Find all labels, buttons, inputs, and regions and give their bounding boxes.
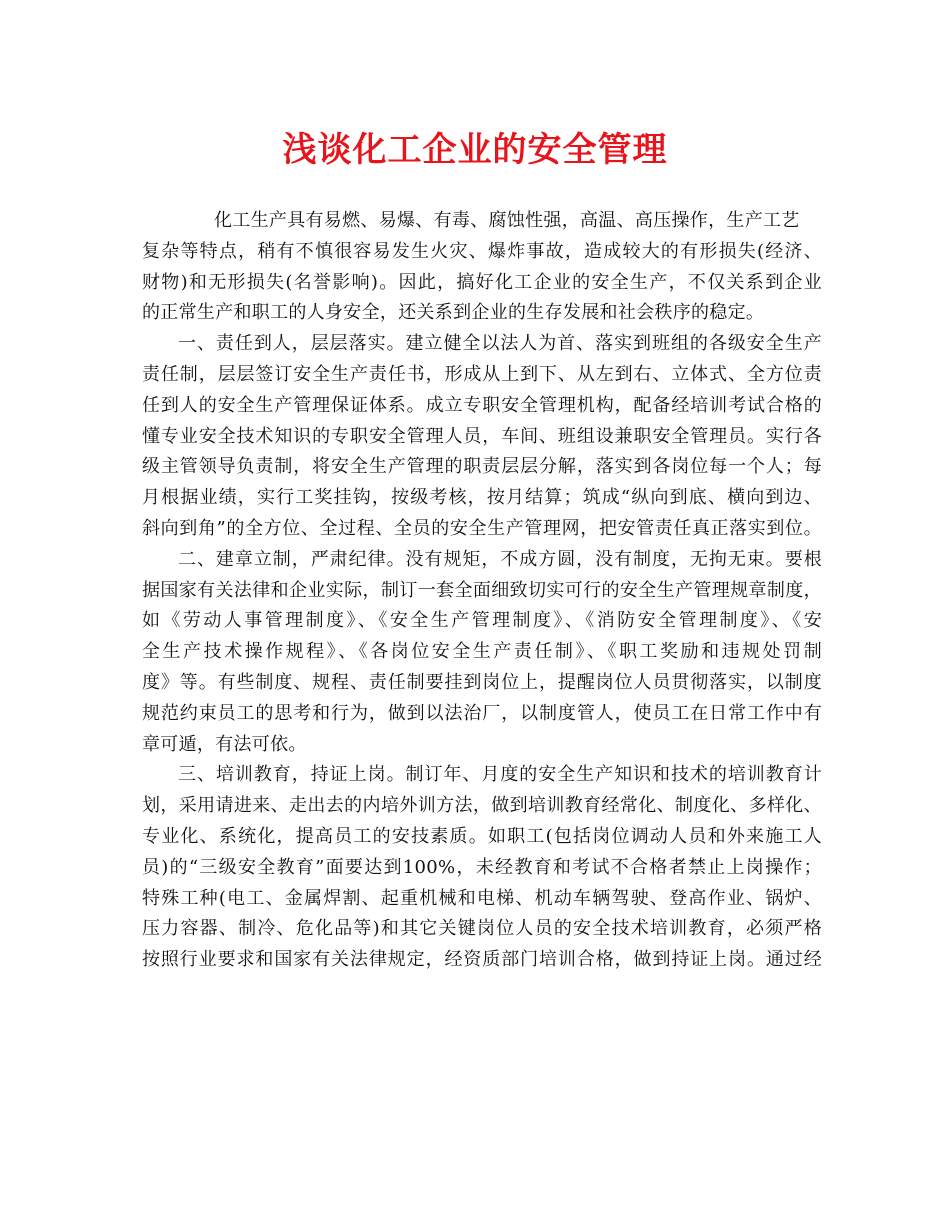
text-line: 据国家有关法律和企业实际，制订一套全面细致切实可行的安全生产管理规章制度，	[142, 579, 822, 601]
text-line: 化工生产具有易燃、易爆、有毒、腐蚀性强，高温、高压操作，生产工艺	[214, 210, 800, 231]
text-line: 任到人的安全生产管理保证体系。成立专职安全管理机构，配备经培训考试合格的	[142, 394, 822, 416]
text-line: 财物)和无形损失(名誉影响)。因此，搞好化工企业的安全生产，不仅关系到企业	[142, 271, 822, 293]
text-line: 复杂等特点，稍有不慎很容易发生火灾、爆炸事故，造成较大的有形损失(经济、	[142, 240, 822, 262]
text-line: 一、责任到人，层层落实。建立健全以法人为首、落实到班组的各级安全生产	[178, 333, 822, 355]
document-body	[142, 206, 822, 976]
text-line: 二、建章立制，严肃纪律。没有规矩，不成方圆，没有制度，无拘无束。要根	[178, 548, 822, 570]
text-line: 级主管领导负责制，将安全生产管理的职责层层分解，落实到各岗位每一个人；每	[142, 456, 822, 478]
text-line: 专业化、系统化，提高员工的安技素质。如职工(包括岗位调动人员和外来施工人	[142, 825, 822, 847]
text-line: 特殊工种(电工、金属焊割、起重机械和电梯、机动车辆驾驶、登高作业、锅炉、	[142, 887, 822, 909]
text-line: 章可遁，有法可依。	[142, 733, 307, 755]
text-line: 的正常生产和职工的人身安全，还关系到企业的生存发展和社会秩序的稳定。	[142, 302, 765, 324]
text-line: 员)的“三级安全教育”面要达到100%，未经教育和考试不合格者禁止上岗操作；	[142, 856, 822, 878]
text-line: 三、培训教育，持证上岗。制订年、月度的安全生产知识和技术的培训教育计	[178, 764, 822, 786]
text-line: 划，采用请进来、走出去的内培外训方法，做到培训教育经常化、制度化、多样化、	[142, 795, 822, 817]
text-line: 规范约束员工的思考和行为，做到以法治厂，以制度管人，使员工在日常工作中有	[142, 702, 822, 724]
text-line: 斜向到角”的全方位、全过程、全员的安全生产管理网，把安管责任真正落实到位。	[142, 517, 822, 539]
text-line: 按照行业要求和国家有关法律规定，经资质部门培训合格，做到持证上岗。通过经	[142, 949, 822, 971]
text-line: 全生产技术操作规程》、《各岗位安全生产责任制》、《职工奖励和违规处罚制	[142, 641, 822, 663]
text-line: 月根据业绩，实行工奖挂钩，按级考核，按月结算；筑成“纵向到底、横向到边、	[142, 487, 822, 509]
text-line: 压力容器、制冷、危化品等)和其它关键岗位人员的安全技术培训教育，必须严格	[142, 918, 822, 940]
text-line: 懂专业安全技术知识的专职安全管理人员，车间、班组设兼职安全管理员。实行各	[142, 425, 822, 447]
text-line: 责任制，层层签订安全生产责任书，形成从上到下、从左到右、立体式、全方位责	[142, 363, 822, 385]
text-line: 度》等。有些制度、规程、责任制要挂到岗位上，提醒岗位人员贯彻落实，以制度	[142, 671, 822, 693]
text-line: 如《劳动人事管理制度》、《安全生产管理制度》、《消防安全管理制度》、《安	[142, 610, 822, 632]
document-title: 浅谈化工企业的安全管理	[282, 130, 668, 170]
